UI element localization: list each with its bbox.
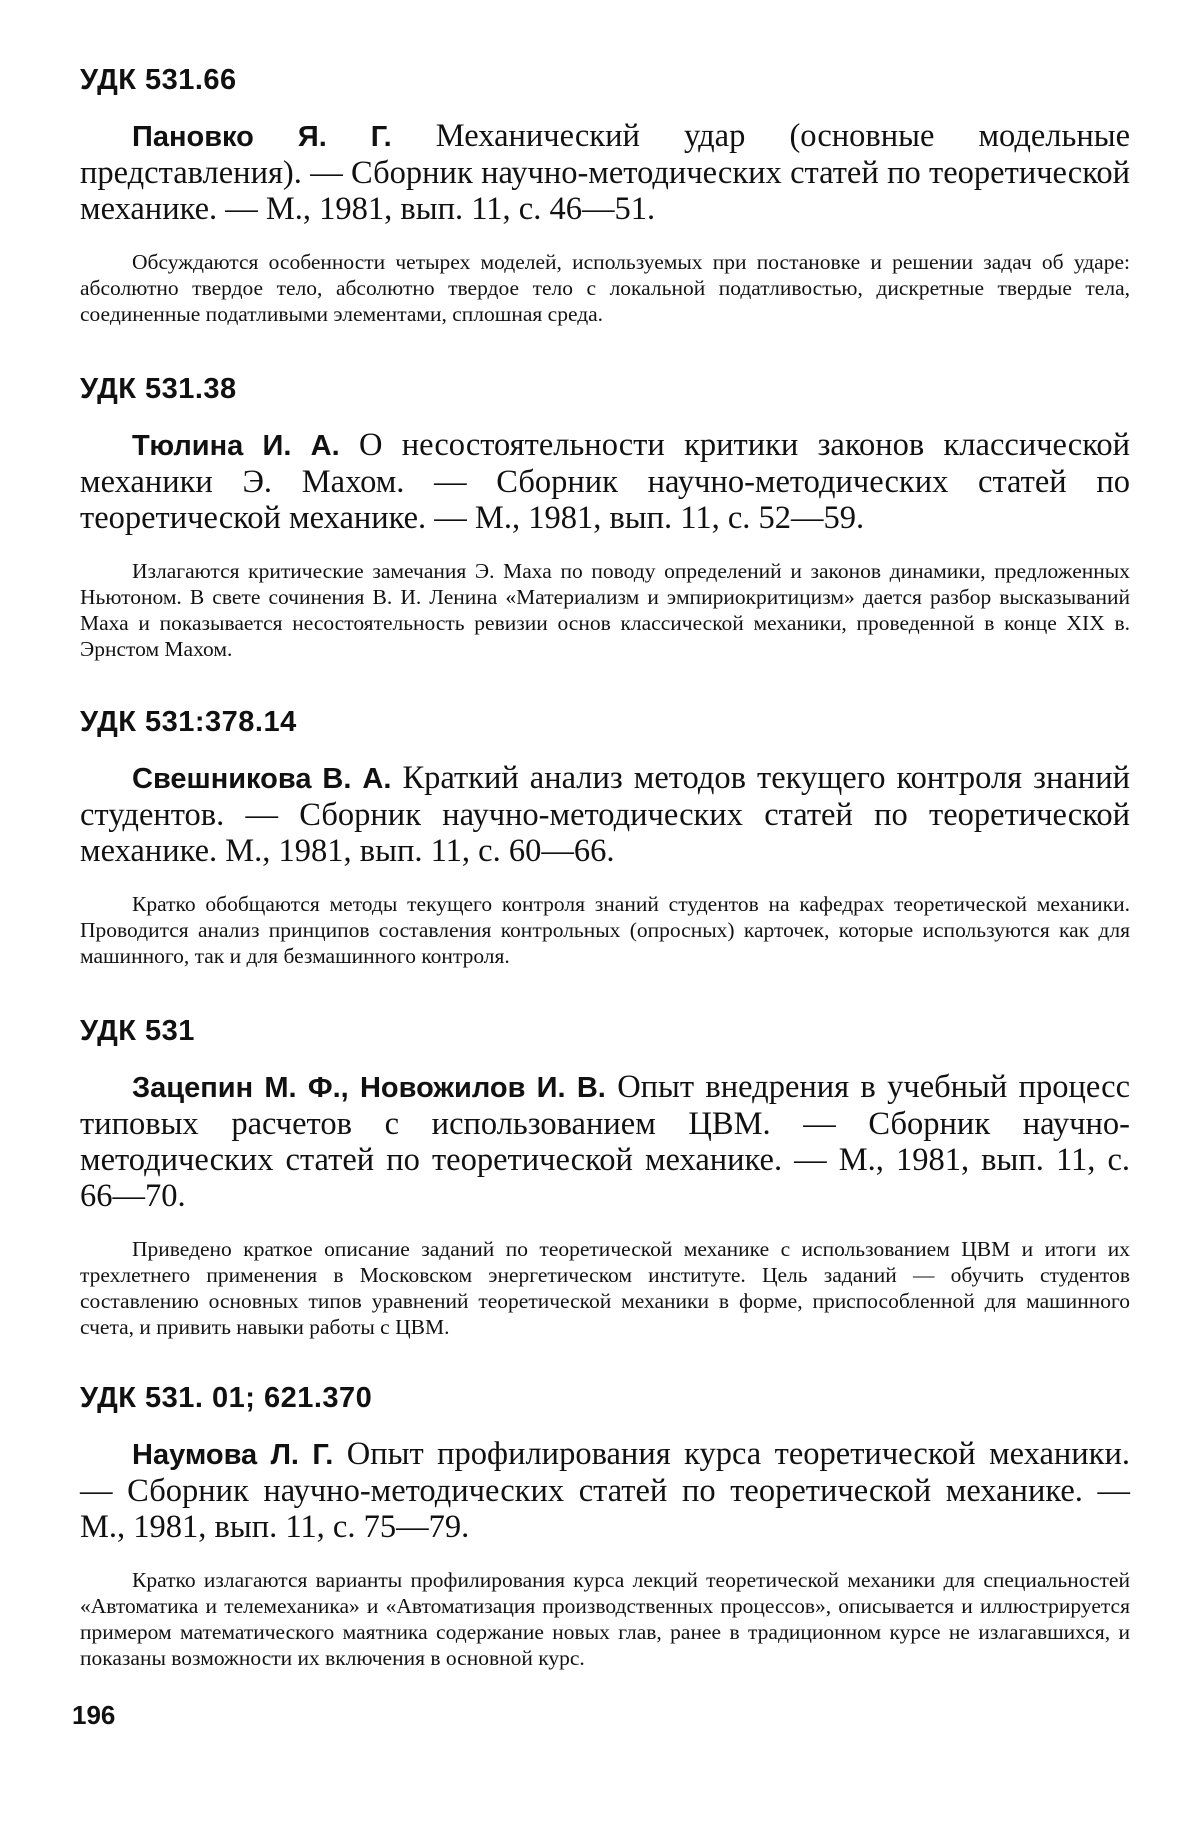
citation: [80, 1436, 1130, 1545]
authors: Пановко Я. Г.: [132, 121, 392, 153]
abstract-entry: [80, 704, 1130, 969]
authors: Наумова Л. Г.: [132, 1439, 334, 1471]
citation-text: Механический удар (основные модельные представления). — Сборник научно-методических статей по теоретической механике. — М., 1981, вып. 11, с. 46—51.: [80, 118, 1131, 227]
abstract-text: Обсуждаются особенности четырех моделей, используемых при постановке и решении задач об ударе: абсолютно твердое тело, абсолютно твердое тело с локальной податливостью, дискретные твердые тела, соединенные податливыми элементами, сплошная среда.: [80, 250, 1130, 326]
citation-text: Опыт внедрения в учебный процесс типовых расчетов с использованием ЦВМ. — Сборник научно-методических статей по теоретической механике. — М., 1981, вып. 11, с. 66—70.: [80, 1069, 1130, 1214]
abstract-entry: [80, 62, 1130, 327]
authors: Свешникова В. А.: [132, 763, 392, 795]
abstract-text: Кратко излагаются варианты профилирования курса лекций теоретической механики для специальностей «Автоматика и телемеханика» и «Автоматизация производственных процессов», описывается и иллюстрируется примером математического маятника содержание новых глав, ранее в традиционном курсе не излагавшихся, и показаны возможности их включения в основной курс.: [80, 1568, 1130, 1670]
document-page: [80, 62, 1130, 1671]
citation-text: Опыт профилирования курса теоретической механики. — Сборник научно-методических статей по теоретической механике. — М., 1981, вып. 11, с. 75—79.: [80, 1436, 1130, 1545]
abstract-entry: [80, 371, 1130, 662]
abstract-entry: [80, 1013, 1130, 1340]
udk-code: УДК 531.38: [80, 373, 237, 405]
abstract-entry: [80, 1380, 1130, 1671]
udk-code: УДК 531: [80, 1015, 195, 1047]
citation: [80, 760, 1130, 869]
abstract-text: Кратко обобщаются методы текущего контроля знаний студентов на кафедрах теоретической механики. Проводится анализ принципов составления контрольных (опросных) карточек, которые используются как для машинного, так и для безмашинного контроля.: [80, 892, 1130, 968]
authors: Тюлина И. А.: [132, 430, 340, 462]
page-number: 196: [72, 1700, 116, 1730]
udk-code: УДК 531.66: [80, 64, 237, 96]
citation: [80, 1069, 1130, 1214]
udk-code: УДК 531. 01; 621.370: [80, 1382, 373, 1414]
citation-text: Краткий анализ методов текущего контроля знаний студентов. — Сборник научно-методических статей по теоретической механике. М., 1981, вып. 11, с. 60—66.: [80, 760, 1130, 869]
authors: Зацепин М. Ф., Новожилов И. В.: [132, 1072, 606, 1104]
citation: [80, 427, 1130, 536]
abstract-text: Приведено краткое описание заданий по теоретической механике с использованием ЦВМ и итоги их трехлетнего применения в Московском энергетическом институте. Цель заданий — обучить студентов составлению основных типов уравнений теоретической механики в форме, приспособленной для машинного счета, и привить навыки работы с ЦВМ.: [80, 1237, 1130, 1339]
udk-code: УДК 531:378.14: [80, 706, 297, 738]
citation-text: О несостоятельности критики законов классической механики Э. Махом. — Сборник научно-методических статей по теоретической механике. — М., 1981, вып. 11, с. 52—59.: [80, 427, 1130, 536]
abstract-text: Излагаются критические замечания Э. Маха по поводу определений и законов динамики, предложенных Ньютоном. В свете сочинения В. И. Ленина «Материализм и эмпириокритицизм» дается разбор высказываний Маха и показывается несостоятельность ревизии основ классической механики, проведенной в конце XIX в. Эрнстом Махом.: [80, 559, 1130, 661]
citation: [80, 118, 1130, 227]
